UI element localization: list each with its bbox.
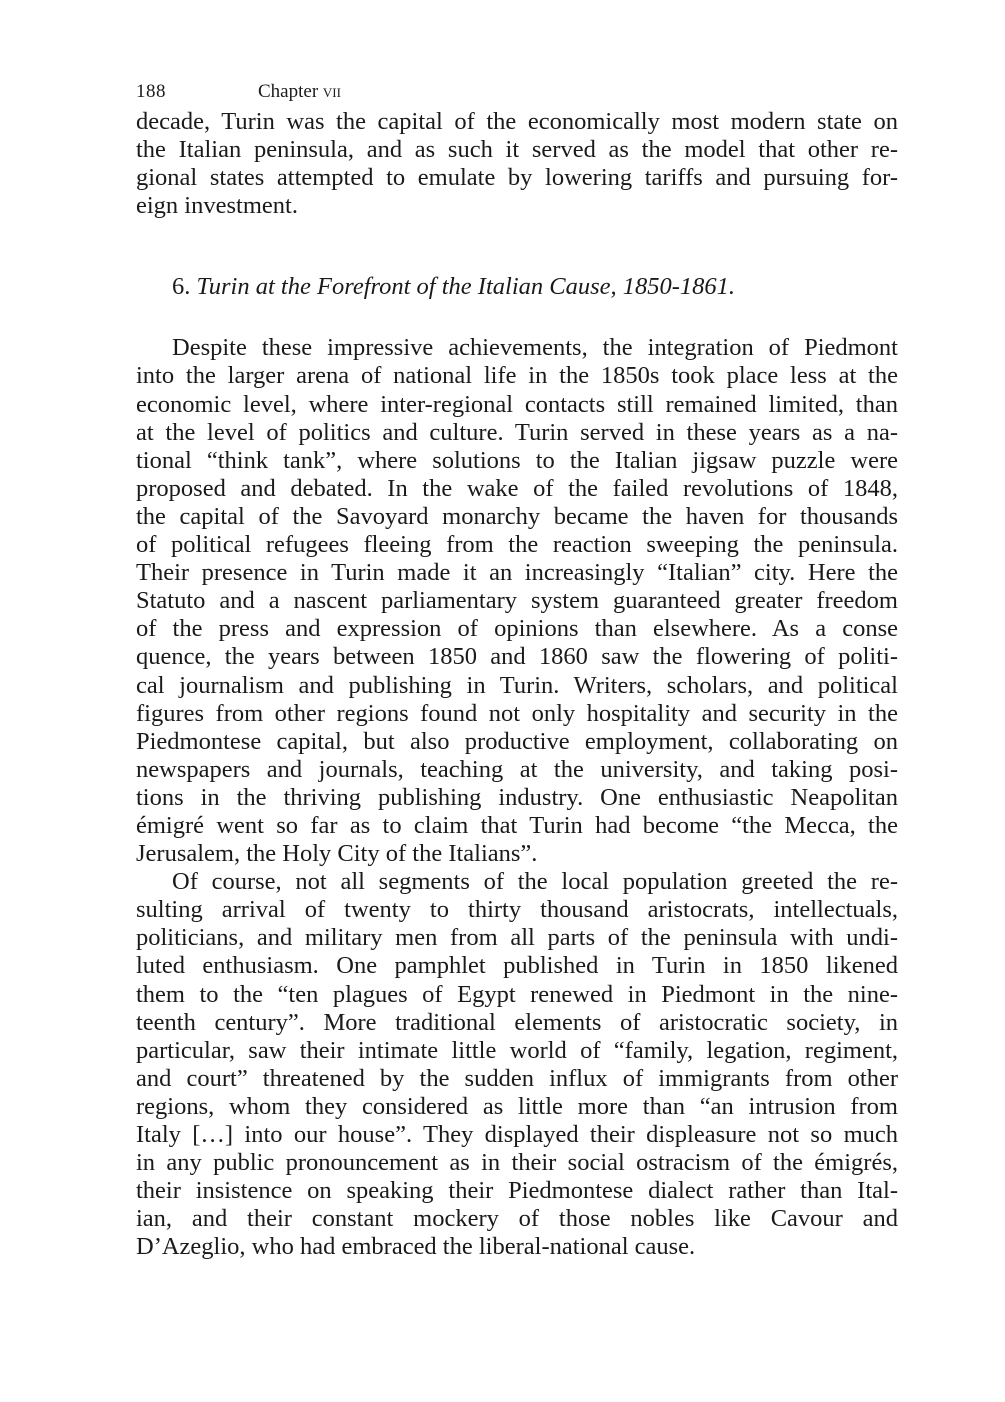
text-line: their insistence on speaking their Piedmontese dialect rather than Ital- [136, 1177, 898, 1205]
page-number: 188 [136, 81, 166, 102]
text-line: ian, and their constant mockery of those nobles like Cavour and [136, 1205, 898, 1233]
section-number: 6. [172, 273, 191, 301]
running-head [136, 78, 898, 106]
paragraph-1 [136, 334, 898, 868]
text-line: Their presence in Turin made it an increasingly “Italian” city. Here the [136, 559, 898, 587]
text-line: them to the “ten plagues of Egypt renewed in Piedmont in the nine- [136, 980, 898, 1008]
text-line: luted enthusiasm. One pamphlet published in Turin in 1850 likened [136, 952, 898, 980]
text-line: decade, Turin was the capital of the economically most modern state on [136, 108, 898, 135]
opening-paragraph [136, 108, 898, 220]
text-line: Jerusalem, the Holy City of the Italians”. [136, 840, 538, 868]
text-line: Statuto and a nascent parliamentary system guaranteed greater freedom [136, 587, 898, 615]
text-line: gional states attempted to emulate by lowering tariffs and pursuing for- [136, 164, 898, 192]
text-line: the Italian peninsula, and as such it served as the model that other re- [136, 136, 898, 164]
text-line: regions, whom they considered as little more than “an intrusion from [136, 1092, 898, 1120]
section-heading [172, 272, 898, 302]
text-line: tions in the thriving publishing industry. One enthusiastic Neapolitan [136, 783, 898, 811]
text-line: Italy […] into our house”. They displayed their displeasure not so much [136, 1121, 898, 1148]
chapter-label [258, 78, 341, 106]
chapter-numeral: vii [322, 81, 341, 102]
text-line: economic level, where inter-regional contacts still remained limited, than [136, 390, 898, 418]
text-line: of the press and expression of opinions than elsewhere. As a conse [136, 615, 898, 643]
text-line: tional “think tank”, where solutions to the Italian jigsaw puzzle were [136, 446, 898, 474]
text-line: D’Azeglio, who had embraced the liberal-national cause. [136, 1233, 696, 1261]
text-line: sulting arrival of twenty to thirty thousand aristocrats, intellectuals, [136, 896, 898, 924]
text-line: Piedmontese capital, but also productive employment, collaborating on [136, 727, 898, 755]
text-line: politicians, and military men from all parts of the peninsula with undi- [136, 924, 898, 952]
text-line: figures from other regions found not only hospitality and security in the [136, 699, 898, 727]
text-line: the capital of the Savoyard monarchy became the haven for thousands [136, 502, 898, 530]
text-line: eign investment. [136, 192, 298, 220]
text-line: into the larger arena of national life in the 1850s took place less at the [136, 362, 898, 390]
text-line: quence, the years between 1850 and 1860 saw the flowering of politi- [136, 643, 898, 671]
text-line: émigré went so far as to claim that Turin had become “the Mecca, the [136, 811, 898, 839]
paragraph-2 [136, 868, 898, 1261]
text-line: at the level of politics and culture. Turin served in these years as a na- [136, 418, 898, 446]
book-page [136, 78, 898, 1261]
section-title: Turin at the Forefront of the Italian Cause, 1850-1861. [196, 273, 736, 301]
text-line: in any public pronouncement as in their social ostracism of the émigrés, [136, 1149, 898, 1177]
text-line: cal journalism and publishing in Turin. Writers, scholars, and political [136, 671, 898, 699]
text-line: Of course, not all segments of the local population greeted the re- [172, 868, 898, 896]
text-line: of political refugees fleeing from the reaction sweeping the peninsula. [136, 531, 898, 559]
text-line: particular, saw their intimate little world of “family, legation, regiment, [136, 1036, 898, 1064]
text-line: and court” threatened by the sudden influx of immigrants from other [136, 1064, 898, 1092]
text-line: newspapers and journals, teaching at the university, and taking posi- [136, 755, 898, 783]
text-line: proposed and debated. In the wake of the failed revolutions of 1848, [136, 474, 898, 502]
chapter-word: Chapter [258, 81, 319, 102]
text-line: teenth century”. More traditional elements of aristocratic society, in [136, 1008, 898, 1036]
text-line: Despite these impressive achievements, the integration of Piedmont [172, 334, 898, 362]
